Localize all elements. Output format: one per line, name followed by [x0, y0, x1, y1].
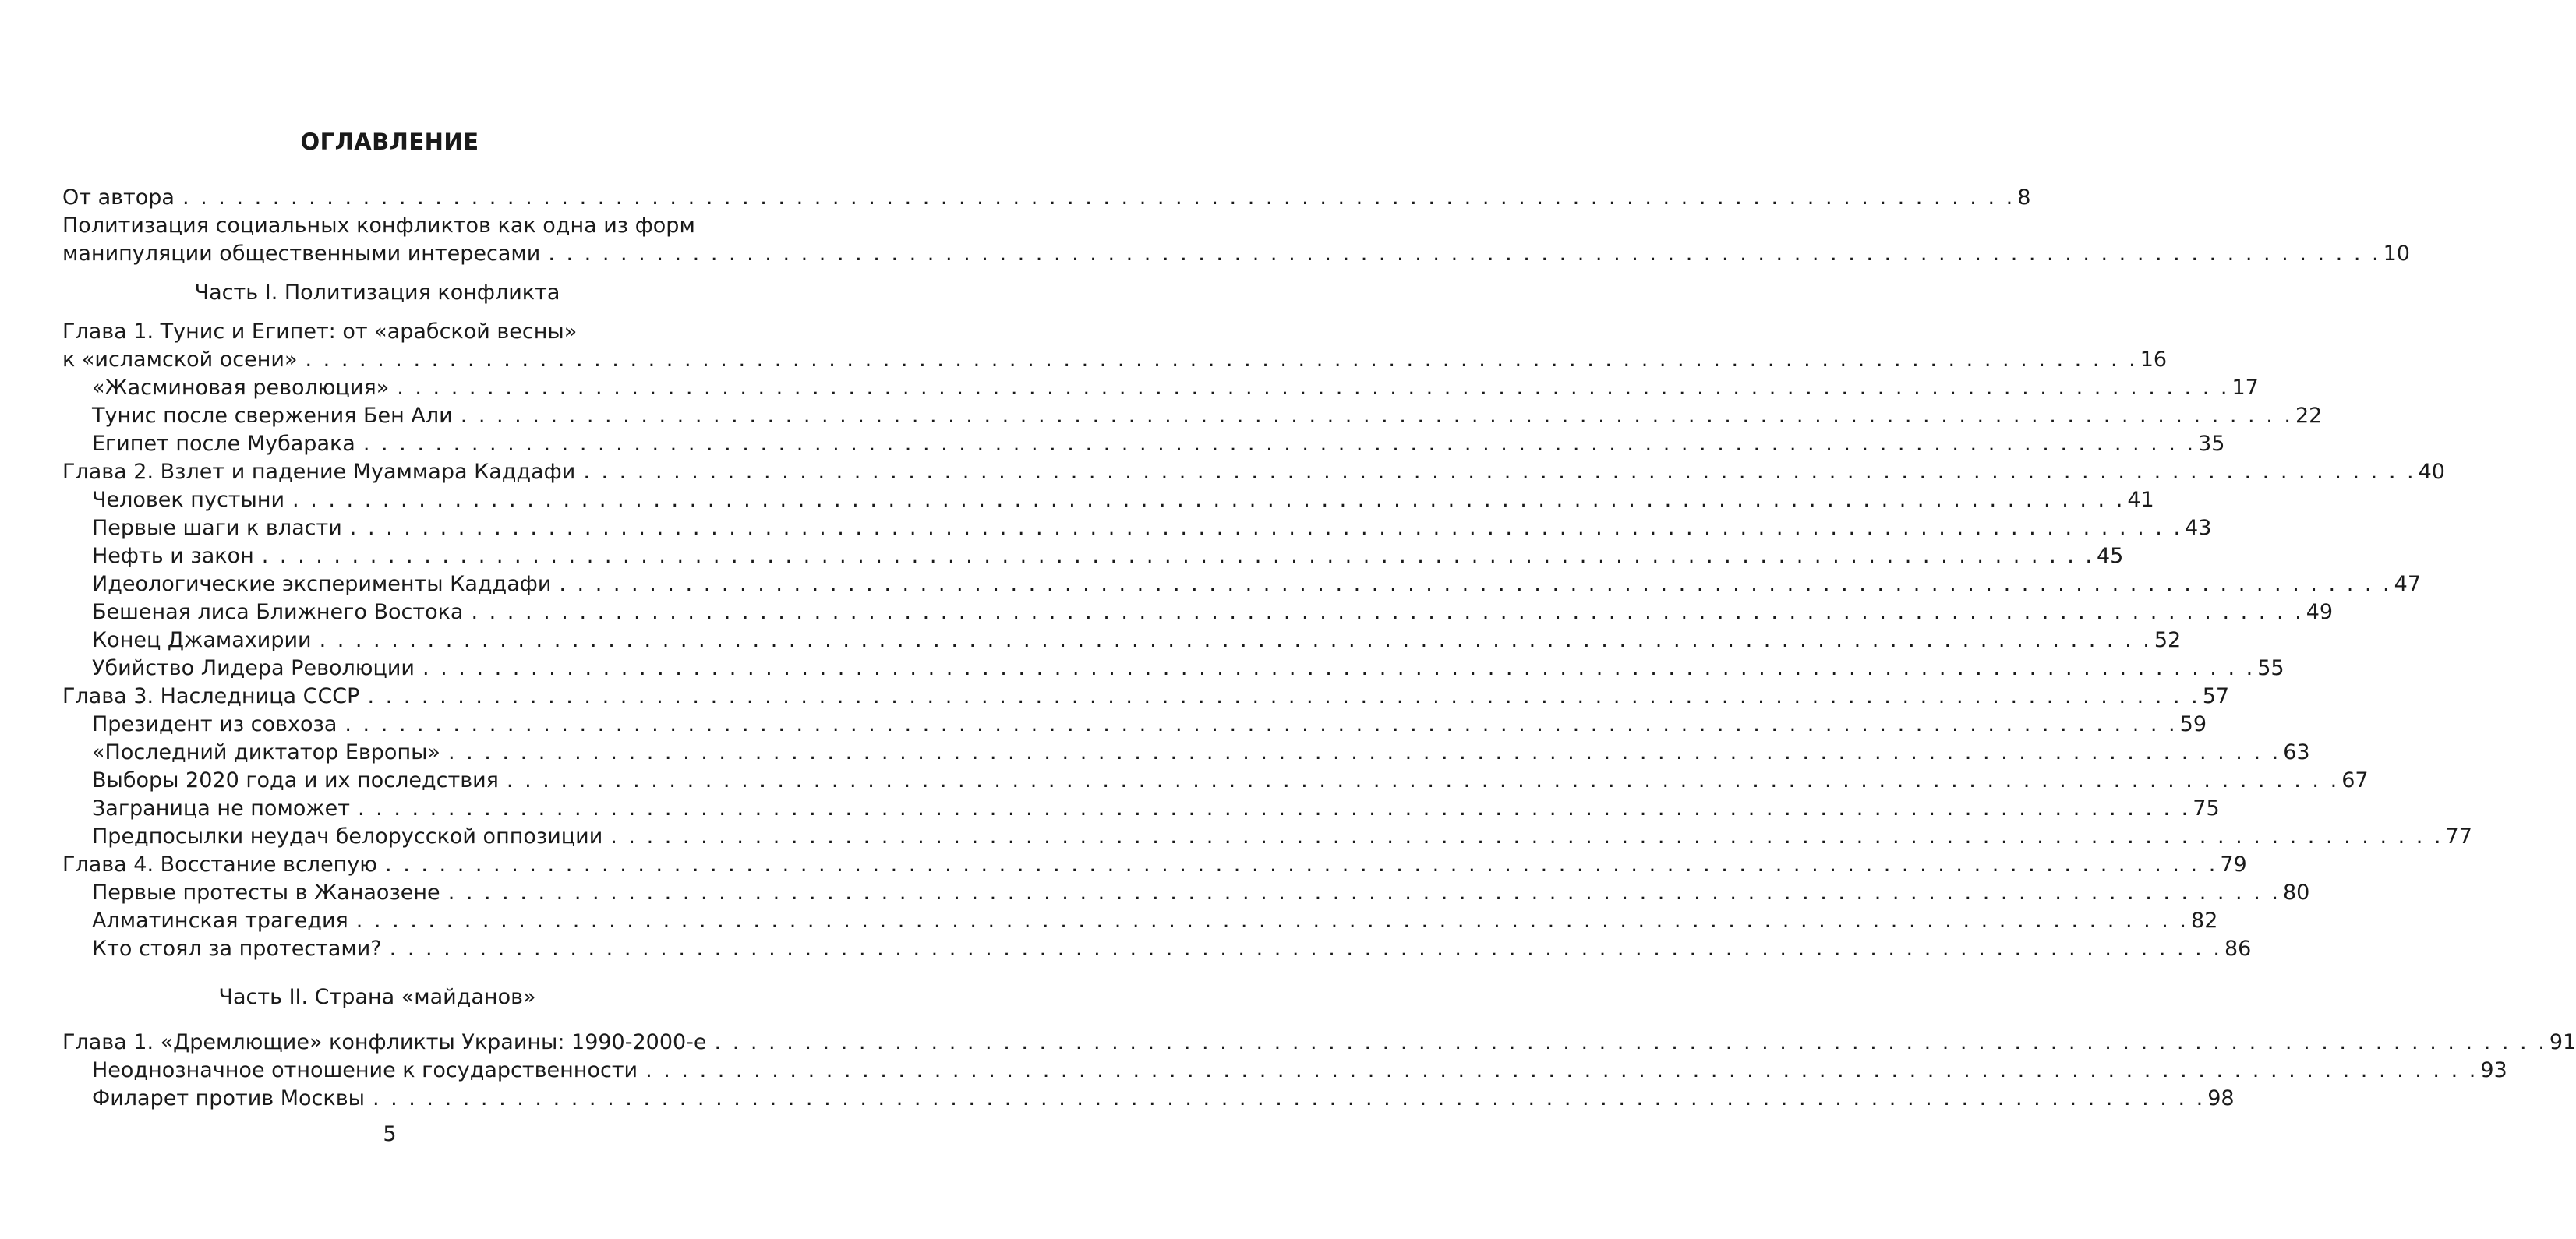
entry-page: 40	[2418, 460, 2445, 484]
entry-page: 10	[2383, 242, 2410, 266]
dot-leader	[707, 1029, 2549, 1057]
entry-page: 49	[2306, 600, 2334, 624]
toc-section[interactable]	[62, 795, 2220, 823]
toc-section[interactable]	[62, 486, 2154, 514]
dot-leader	[440, 739, 2283, 767]
page-number: 5	[383, 1122, 397, 1146]
entry-page: 63	[2283, 740, 2310, 764]
toc-section[interactable]	[62, 570, 2421, 598]
entry-label: Глава 4. Восстание вслепую	[62, 852, 378, 877]
dot-leader	[350, 795, 2193, 823]
entry-label: Выборы 2020 года и их последствия	[92, 768, 499, 792]
toc-entry-politicization[interactable]	[62, 212, 2410, 268]
toc-section[interactable]	[62, 823, 2472, 851]
entry-label: Неоднозначное отношение к государственности	[92, 1058, 638, 1082]
entry-label: Первые шаги к власти	[92, 516, 342, 540]
dot-leader	[602, 823, 2445, 851]
table-of-contents	[62, 184, 2576, 1113]
entry-page: 67	[2341, 768, 2369, 792]
entry-page: 82	[2191, 909, 2218, 933]
dot-leader	[551, 570, 2394, 598]
toc-section[interactable]	[62, 1057, 2507, 1085]
entry-label: Конец Джамахирии	[92, 628, 312, 652]
entry-page: 98	[2207, 1086, 2235, 1110]
entry-label: Египет после Мубарака	[92, 432, 355, 456]
entry-label: Убийство Лидера Революции	[92, 656, 415, 680]
dot-leader	[382, 935, 2224, 963]
dot-leader	[575, 458, 2418, 486]
entry-page: 52	[2154, 628, 2182, 652]
dot-leader	[377, 851, 2220, 879]
dot-leader	[348, 907, 2191, 935]
dot-leader	[355, 430, 2198, 458]
toc-section[interactable]	[62, 1085, 2235, 1113]
toc-entry-from-author[interactable]	[62, 184, 2031, 212]
entry-label: Нефть и закон	[92, 544, 254, 568]
toc-chapter-4[interactable]	[62, 851, 2247, 879]
toc-section[interactable]	[62, 402, 2323, 430]
entry-label-line1: Политизация социальных конфликтов как одна из форм	[62, 214, 695, 238]
part-1-heading: Часть I. Политизация конфликта	[194, 281, 560, 305]
dot-leader	[359, 683, 2202, 711]
entry-page: 45	[2097, 544, 2124, 568]
toc-section[interactable]	[62, 711, 2207, 739]
toc-section[interactable]	[62, 935, 2252, 963]
toc-section[interactable]	[62, 374, 2259, 402]
entry-page: 16	[2140, 348, 2168, 372]
entry-page: 8	[2017, 185, 2031, 210]
toc-section[interactable]	[62, 542, 2124, 570]
entry-label: Кто стоял за протестами?	[92, 937, 382, 961]
part-2-heading: Часть II. Страна «майданов»	[218, 985, 536, 1009]
entry-label: Предпосылки неудач белорусской оппозиции	[92, 824, 603, 849]
dot-leader	[540, 240, 2383, 268]
entry-label: «Жасминовая революция»	[92, 376, 390, 400]
entry-label: Филарет против Москвы	[92, 1086, 365, 1110]
entry-label: Алматинская трагедия	[92, 909, 348, 933]
toc-section[interactable]	[62, 907, 2218, 935]
entry-label: Глава 2. Взлет и падение Муаммара Каддафи	[62, 460, 576, 484]
entry-label: Идеологические эксперименты Каддафи	[92, 572, 552, 596]
entry-page: 43	[2185, 516, 2212, 540]
dot-leader	[342, 514, 2185, 542]
entry-label: Президент из совхоза	[92, 712, 337, 736]
dot-leader	[254, 542, 2097, 570]
dot-leader	[312, 627, 2154, 655]
toc-section[interactable]	[62, 767, 2369, 795]
entry-label: Глава 1. «Дремлющие» конфликты Украины: 1990-2000-е	[62, 1030, 707, 1054]
dot-leader	[365, 1085, 2207, 1113]
entry-label-line1: Глава 1. Тунис и Египет: от «арабской весны»	[62, 319, 578, 344]
entry-label: От автора	[62, 185, 175, 210]
dot-leader	[638, 1057, 2480, 1085]
entry-label-line2: к «исламской осени»	[62, 348, 298, 372]
entry-page: 55	[2257, 656, 2284, 680]
entry-page: 47	[2394, 572, 2421, 596]
entry-page: 93	[2480, 1058, 2507, 1082]
toc-part2-chapter-1[interactable]	[62, 1029, 2576, 1057]
entry-page: 80	[2282, 881, 2310, 905]
entry-page: 59	[2179, 712, 2207, 736]
entry-page: 57	[2202, 684, 2230, 708]
entry-page: 17	[2231, 376, 2259, 400]
toc-section[interactable]	[62, 514, 2212, 542]
entry-label: Тунис после свержения Бен Али	[92, 404, 453, 428]
entry-label: «Последний диктатор Европы»	[92, 740, 440, 764]
toc-section[interactable]	[62, 598, 2334, 627]
entry-label: Глава 3. Наследница СССР	[62, 684, 360, 708]
entry-page: 86	[2224, 937, 2252, 961]
toc-chapter-3[interactable]	[62, 683, 2230, 711]
toc-title: ОГЛАВЛЕНИЕ	[300, 129, 479, 155]
toc-chapter-1[interactable]	[62, 318, 2168, 374]
toc-section[interactable]	[62, 655, 2284, 683]
entry-page: 91	[2549, 1030, 2576, 1054]
dot-leader	[499, 767, 2341, 795]
entry-page: 35	[2198, 432, 2225, 456]
dot-leader	[453, 402, 2295, 430]
entry-label: Первые протесты в Жанаозене	[92, 881, 440, 905]
dot-leader	[389, 374, 2231, 402]
dot-leader	[297, 346, 2140, 374]
dot-leader	[175, 184, 2017, 212]
entry-label: Бешеная лиса Ближнего Востока	[92, 600, 464, 624]
toc-section[interactable]	[62, 430, 2225, 458]
entry-label-line2: манипуляции общественными интересами	[62, 242, 541, 266]
entry-label: Заграница не поможет	[92, 796, 351, 821]
entry-page: 22	[2295, 404, 2323, 428]
entry-page: 75	[2193, 796, 2220, 821]
toc-section[interactable]	[62, 879, 2310, 907]
toc-chapter-2[interactable]	[62, 458, 2445, 486]
dot-leader	[337, 711, 2179, 739]
toc-section[interactable]	[62, 627, 2182, 655]
entry-page: 41	[2127, 488, 2154, 512]
dot-leader	[463, 598, 2306, 627]
dot-leader	[284, 486, 2127, 514]
dot-leader	[440, 879, 2283, 907]
entry-label: Человек пустыни	[92, 488, 285, 512]
dot-leader	[415, 655, 2257, 683]
entry-page: 77	[2445, 824, 2472, 849]
toc-section[interactable]	[62, 739, 2310, 767]
entry-page: 79	[2220, 852, 2247, 877]
